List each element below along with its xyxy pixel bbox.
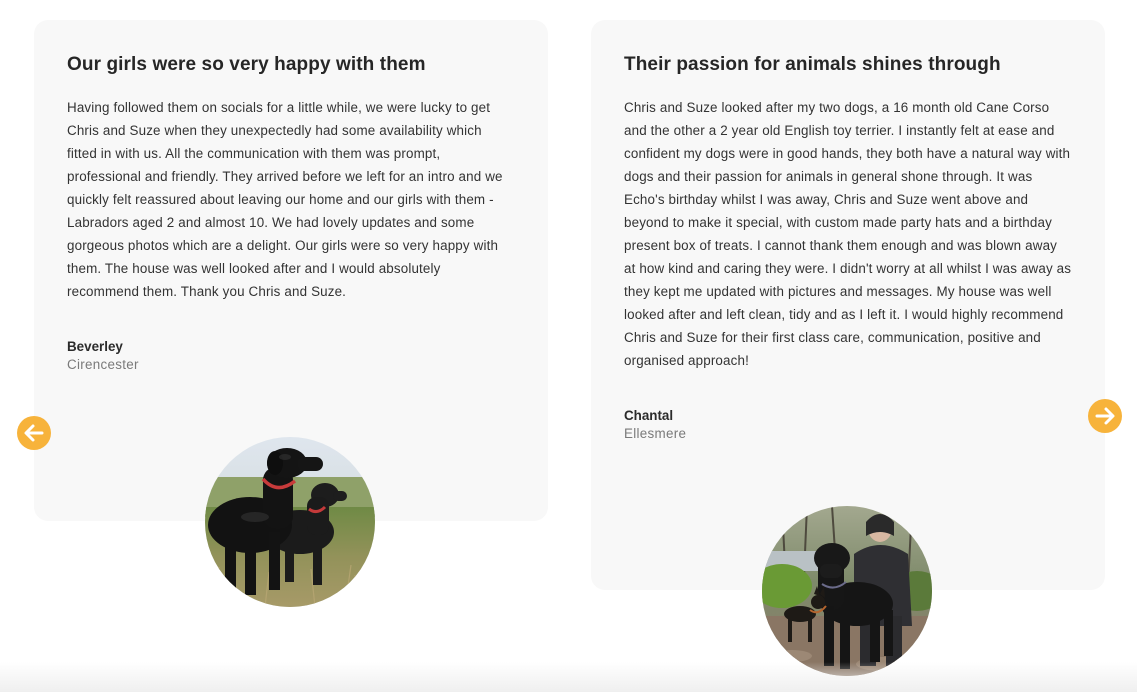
bottom-fade-divider <box>0 662 1137 692</box>
testimonial-title: Our girls were so very happy with them <box>67 54 426 75</box>
previous-testimonial-button[interactable] <box>17 416 51 450</box>
testimonial-location: Cirencester <box>67 357 139 372</box>
testimonial-title: Their passion for animals shines through <box>624 54 1001 75</box>
arrow-left-icon <box>17 416 51 450</box>
person-with-cane-corso-and-terrier-photo <box>762 506 932 676</box>
next-testimonial-button[interactable] <box>1088 399 1122 433</box>
testimonial-body: Having followed them on socials for a little while, we were lucky to get Chris and Suze when they unexpectedly had some availability which fitted in with us. All the communication with them was prompt, professional and friendly. They arrived before we left for an intro and we quickly felt reassured about leaving our home and our girls with them - Labradors aged 2 and almost 10. We had lovely updates and some gorgeous photos which are a delight. Our girls were so very happy with them. The house was well looked after and I would absolutely recommend them. Thank you Chris and Suze. <box>67 100 503 299</box>
two-black-labradors-photo <box>205 437 375 607</box>
testimonial-author: Beverley <box>67 339 123 354</box>
testimonial-card <box>591 20 1105 590</box>
arrow-right-icon <box>1088 399 1122 433</box>
testimonial-location: Ellesmere <box>624 426 687 441</box>
testimonial-author: Chantal <box>624 408 674 423</box>
testimonial-body: Chris and Suze looked after my two dogs, a 16 month old Cane Corso and the other a 2 year old English toy terrier. I instantly felt at ease and confident my dogs were in good hands, they both have a natural way with dogs and their passion for animals in general shone through. It was Echo's birthday whilst I was away, Chris and Suze went above and beyond to make it special, with custom made party hats and a birthday present box of treats. I cannot thank them enough and was blown away at how kind and caring they were. I didn't worry at all whilst I was away as they kept me updated with pictures and messages. My house was well looked after and left clean, tidy and as I left it. I would highly recommend Chris and Suze for their first class care, communication, positive and organised approach! <box>624 100 1072 368</box>
